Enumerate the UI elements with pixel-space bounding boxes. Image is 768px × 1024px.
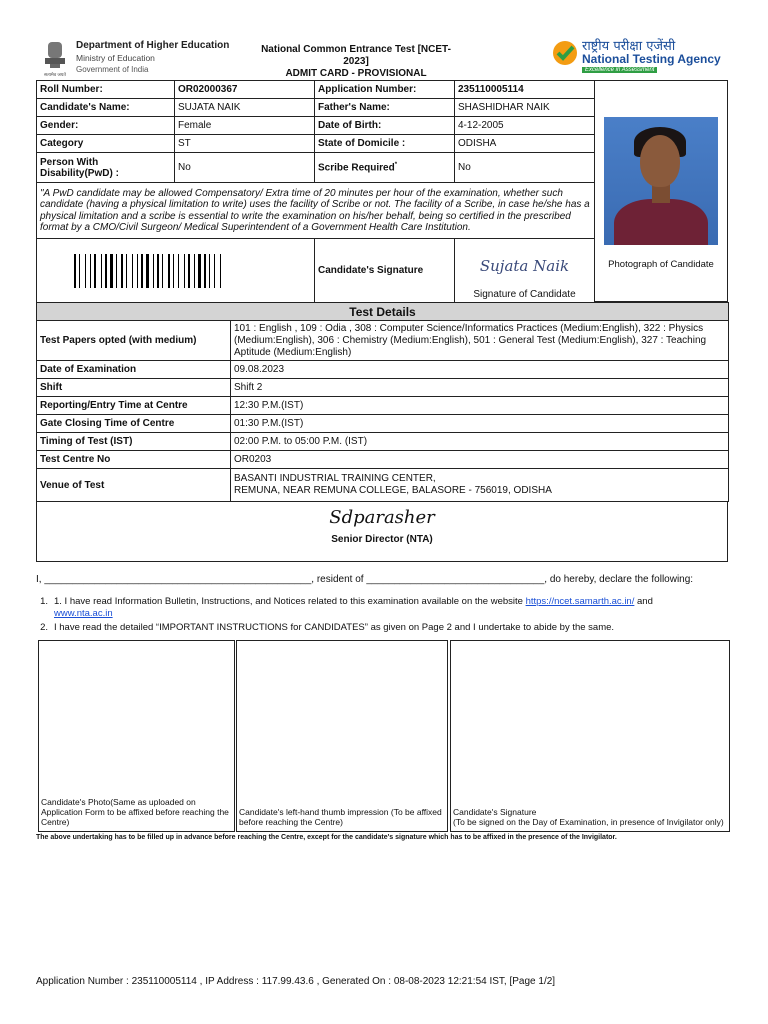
- barcode-bar: [114, 254, 115, 288]
- barcode-bar: [186, 254, 187, 288]
- barcode-cell: [37, 239, 315, 303]
- nta-logo: [552, 36, 742, 80]
- test-details-heading: Test Details: [37, 303, 729, 321]
- barcode-bar: [103, 254, 104, 288]
- roll-number-label: Roll Number:: [37, 81, 175, 99]
- barcode-bar: [178, 254, 179, 288]
- detail-value: Shift 2: [231, 379, 729, 397]
- barcode-bar: [87, 254, 89, 288]
- barcode-bar: [97, 254, 100, 288]
- test-details-table: [36, 302, 729, 502]
- barcode-bar: [121, 254, 123, 288]
- page-footer: Application Number : 235110005114 , IP Address : 117.99.43.6 , Generated On : 08-08-2023 12:21:54 IST, [Page 1/2]: [36, 976, 556, 987]
- barcode-bar: [134, 254, 136, 288]
- dob-value: 4-12-2005: [455, 117, 595, 135]
- detail-label: Test Centre No: [37, 451, 231, 469]
- barcode-bar: [207, 254, 208, 288]
- exam-name: National Common Entrance Test [NCET-2023]: [261, 44, 451, 67]
- barcode-bar: [222, 254, 224, 288]
- government-name: Government of India: [76, 65, 149, 74]
- candidate-name-label: Candidate's Name:: [37, 99, 175, 117]
- domicile-label: State of Domicile :: [315, 135, 455, 153]
- emblem-motto: सत्यमेव जयते: [44, 72, 66, 77]
- nta-check-icon: [552, 40, 578, 66]
- category-label: Category: [37, 135, 175, 153]
- detail-label: Gate Closing Time of Centre: [37, 415, 231, 433]
- detail-label: Venue of Test: [37, 469, 231, 502]
- barcode-bar: [79, 254, 80, 288]
- affix-boxes: [38, 640, 730, 832]
- point-1-text: 1. I have read Information Bulletin, Instructions, and Notices related to this examination available on the website: [54, 596, 526, 607]
- candidate-name-value: SUJATA NAIK: [175, 99, 315, 117]
- exam-title: [256, 44, 456, 80]
- pwd-value: No: [175, 153, 315, 183]
- scribe-label: Scribe Required*: [315, 153, 455, 183]
- thumb-caption: Candidate's left-hand thumb impression (To be affixed before reaching the Centre): [239, 807, 442, 827]
- detail-label: Date of Examination: [37, 361, 231, 379]
- detail-value: 12:30 P.M.(IST): [231, 397, 729, 415]
- detail-value: 09.08.2023: [231, 361, 729, 379]
- barcode-bar: [141, 254, 143, 288]
- detail-value: OR0203: [231, 451, 729, 469]
- director-title: Senior Director (NTA): [331, 534, 433, 545]
- detail-label: Test Papers opted (with medium): [37, 321, 231, 361]
- signature-caption: Signature of Candidate: [473, 289, 576, 300]
- barcode-bar: [94, 254, 96, 288]
- barcode-bar: [77, 254, 78, 288]
- barcode-bar: [180, 254, 183, 288]
- category-value: ST: [175, 135, 315, 153]
- barcode-bar: [198, 254, 201, 288]
- barcode-bar: [139, 254, 140, 288]
- barcode-bar: [108, 254, 109, 288]
- declaration-line: I, ________________________________________________, resident of ________________________________, do hereby, declare the following:: [36, 574, 694, 585]
- barcode-bar: [105, 254, 107, 288]
- signature-box-caption: [453, 807, 727, 827]
- nta-link[interactable]: www.nta.ac.in: [54, 608, 113, 619]
- national-emblem-icon: [40, 38, 70, 78]
- candidate-info-table: [36, 80, 595, 303]
- venue-value: [231, 469, 729, 502]
- roll-number-value: OR02000367: [175, 81, 315, 99]
- photo-affix-box: [38, 640, 235, 832]
- photo-caption: Photograph of Candidate: [608, 259, 714, 270]
- photo-body: [614, 199, 708, 245]
- department-block: [76, 40, 229, 76]
- barcode-bar: [137, 254, 138, 288]
- barcode-bar: [202, 254, 203, 288]
- barcode-bar: [196, 254, 197, 288]
- detail-value: 101 : English , 109 : Odia , 308 : Computer Science/Informatics Practices (Medium:English), 322 : Physics (Medium:English), 306 : Chemistry (Medium:English), 501 : General Test (Medium:English), 327 : Teaching Aptitude (Medium:English): [231, 321, 729, 361]
- department-name: Department of Higher Education: [76, 40, 230, 51]
- father-name-label: Father's Name:: [315, 99, 455, 117]
- barcode-bar: [155, 254, 156, 288]
- barcode-bar: [146, 254, 149, 288]
- point-number: 2.: [40, 622, 48, 633]
- candidate-photo: [604, 117, 718, 245]
- admit-card-label: ADMIT CARD - PROVISIONAL: [285, 68, 427, 79]
- signature-box-caption-1: Candidate's Signature: [453, 807, 537, 817]
- undertaking-note: The above undertaking has to be filled up in advance before reaching the Centre, except for the candidate's signature which has to be affixed in the presence of the Invigilator.: [36, 834, 617, 841]
- pwd-note: "A PwD candidate may be allowed Compensatory/ Extra time of 20 minutes per hour of the examination, whether such candidate (having a physical limitation to write) uses the facility of Scribe or not. The facility of a Scribe, in case he/she has a physical limitation and a scribe is essential to write the examination on his/her behalf, being so certified in the prescribed format by a CMO/Civil Surgeon/ Medical Superintendent of a Government Health Care Institution.: [37, 183, 595, 239]
- barcode-bar: [214, 254, 215, 288]
- barcode-bar: [216, 254, 219, 288]
- barcode-bar: [110, 254, 113, 288]
- photo-affix-caption: Candidate's Photo(Same as uploaded on Application Form to be affixed before reaching the Centre): [41, 797, 229, 827]
- barcode-bar: [101, 254, 102, 288]
- barcode-bar: [171, 254, 172, 288]
- barcode-bar: [150, 254, 152, 288]
- barcode-bar: [160, 254, 161, 288]
- barcode-bar: [157, 254, 159, 288]
- nta-name: National Testing Agency: [582, 52, 721, 66]
- barcode-bar: [74, 254, 76, 288]
- barcode-bar: [153, 254, 154, 288]
- director-block: [36, 501, 728, 562]
- point-2-text: I have read the detailed “IMPORTANT INSTRUCTIONS for CANDIDATES” as given on Page 2 and I undertake to abide by the same.: [54, 622, 615, 633]
- barcode-bar: [220, 254, 221, 288]
- barcode-bar: [92, 254, 93, 288]
- barcode-bar: [81, 254, 84, 288]
- candidate-signature-cell: [455, 239, 595, 303]
- barcode-bar: [191, 254, 193, 288]
- application-number-label: Application Number:: [315, 81, 455, 99]
- venue-line-2: REMUNA, NEAR REMUNA COLLEGE, BALASORE - 756019, ODISHA: [234, 485, 552, 496]
- barcode-bar: [126, 254, 127, 288]
- point-1-and: and: [634, 596, 653, 607]
- director-signature: Sdparasher: [329, 507, 435, 528]
- declaration-points: [36, 596, 736, 636]
- pwd-label: Person With Disability(PwD) :: [37, 153, 175, 183]
- application-number-value: 235110005114: [455, 81, 595, 99]
- barcode-bar: [124, 254, 125, 288]
- father-name-value: SHASHIDHAR NAIK: [455, 99, 595, 117]
- detail-label: Reporting/Entry Time at Centre: [37, 397, 231, 415]
- page-header: [36, 36, 736, 82]
- barcode-bar: [211, 254, 213, 288]
- candidate-signature-label: Candidate's Signature: [315, 239, 455, 303]
- barcode-bar: [116, 254, 117, 288]
- point-text: [54, 596, 653, 620]
- barcode-bar: [90, 254, 91, 288]
- domicile-value: ODISHA: [455, 135, 595, 153]
- nta-hindi-name: राष्ट्रीय परीक्षा एजेंसी: [582, 39, 676, 54]
- barcode-bar: [194, 254, 195, 288]
- barcode-bar: [175, 254, 177, 288]
- barcode-bar: [209, 254, 210, 288]
- barcode-bar: [168, 254, 170, 288]
- ncet-link[interactable]: https://ncet.samarth.ac.in/: [525, 596, 635, 607]
- scribe-value: No: [455, 153, 595, 183]
- detail-value: 01:30 P.M.(IST): [231, 415, 729, 433]
- invigilator-signature-box: [450, 640, 730, 832]
- barcode-bar: [132, 254, 133, 288]
- barcode-bar: [128, 254, 131, 288]
- nta-tagline: Excellence in Assessment: [582, 67, 657, 73]
- barcode-bar: [173, 254, 174, 288]
- gender-label: Gender:: [37, 117, 175, 135]
- barcode-bar: [184, 254, 185, 288]
- barcode-bar: [162, 254, 163, 288]
- thumb-impression-box: [236, 640, 448, 832]
- barcode-bar: [85, 254, 86, 288]
- barcode-bar: [164, 254, 167, 288]
- barcode-bar: [188, 254, 190, 288]
- photo-face: [640, 135, 680, 187]
- candidate-signature: Sujata Naik: [479, 257, 570, 275]
- detail-label: Shift: [37, 379, 231, 397]
- point-number: 1.: [40, 596, 48, 607]
- barcode-bar: [204, 254, 206, 288]
- barcode-bar: [118, 254, 120, 288]
- barcode-bar: [144, 254, 145, 288]
- photo-box: [594, 80, 728, 302]
- signature-box-caption-2: (To be signed on the Day of Examination, in presence of Invigilator only): [453, 817, 724, 827]
- declaration-point-1: [36, 596, 736, 620]
- dob-label: Date of Birth:: [315, 117, 455, 135]
- gender-value: Female: [175, 117, 315, 135]
- detail-label: Timing of Test (IST): [37, 433, 231, 451]
- barcode: [74, 254, 278, 288]
- venue-line-1: BASANTI INDUSTRIAL TRAINING CENTER,: [234, 473, 436, 484]
- detail-value: 02:00 P.M. to 05:00 P.M. (IST): [231, 433, 729, 451]
- declaration-point-2: [36, 622, 736, 634]
- ministry-name: Ministry of Education: [76, 53, 155, 63]
